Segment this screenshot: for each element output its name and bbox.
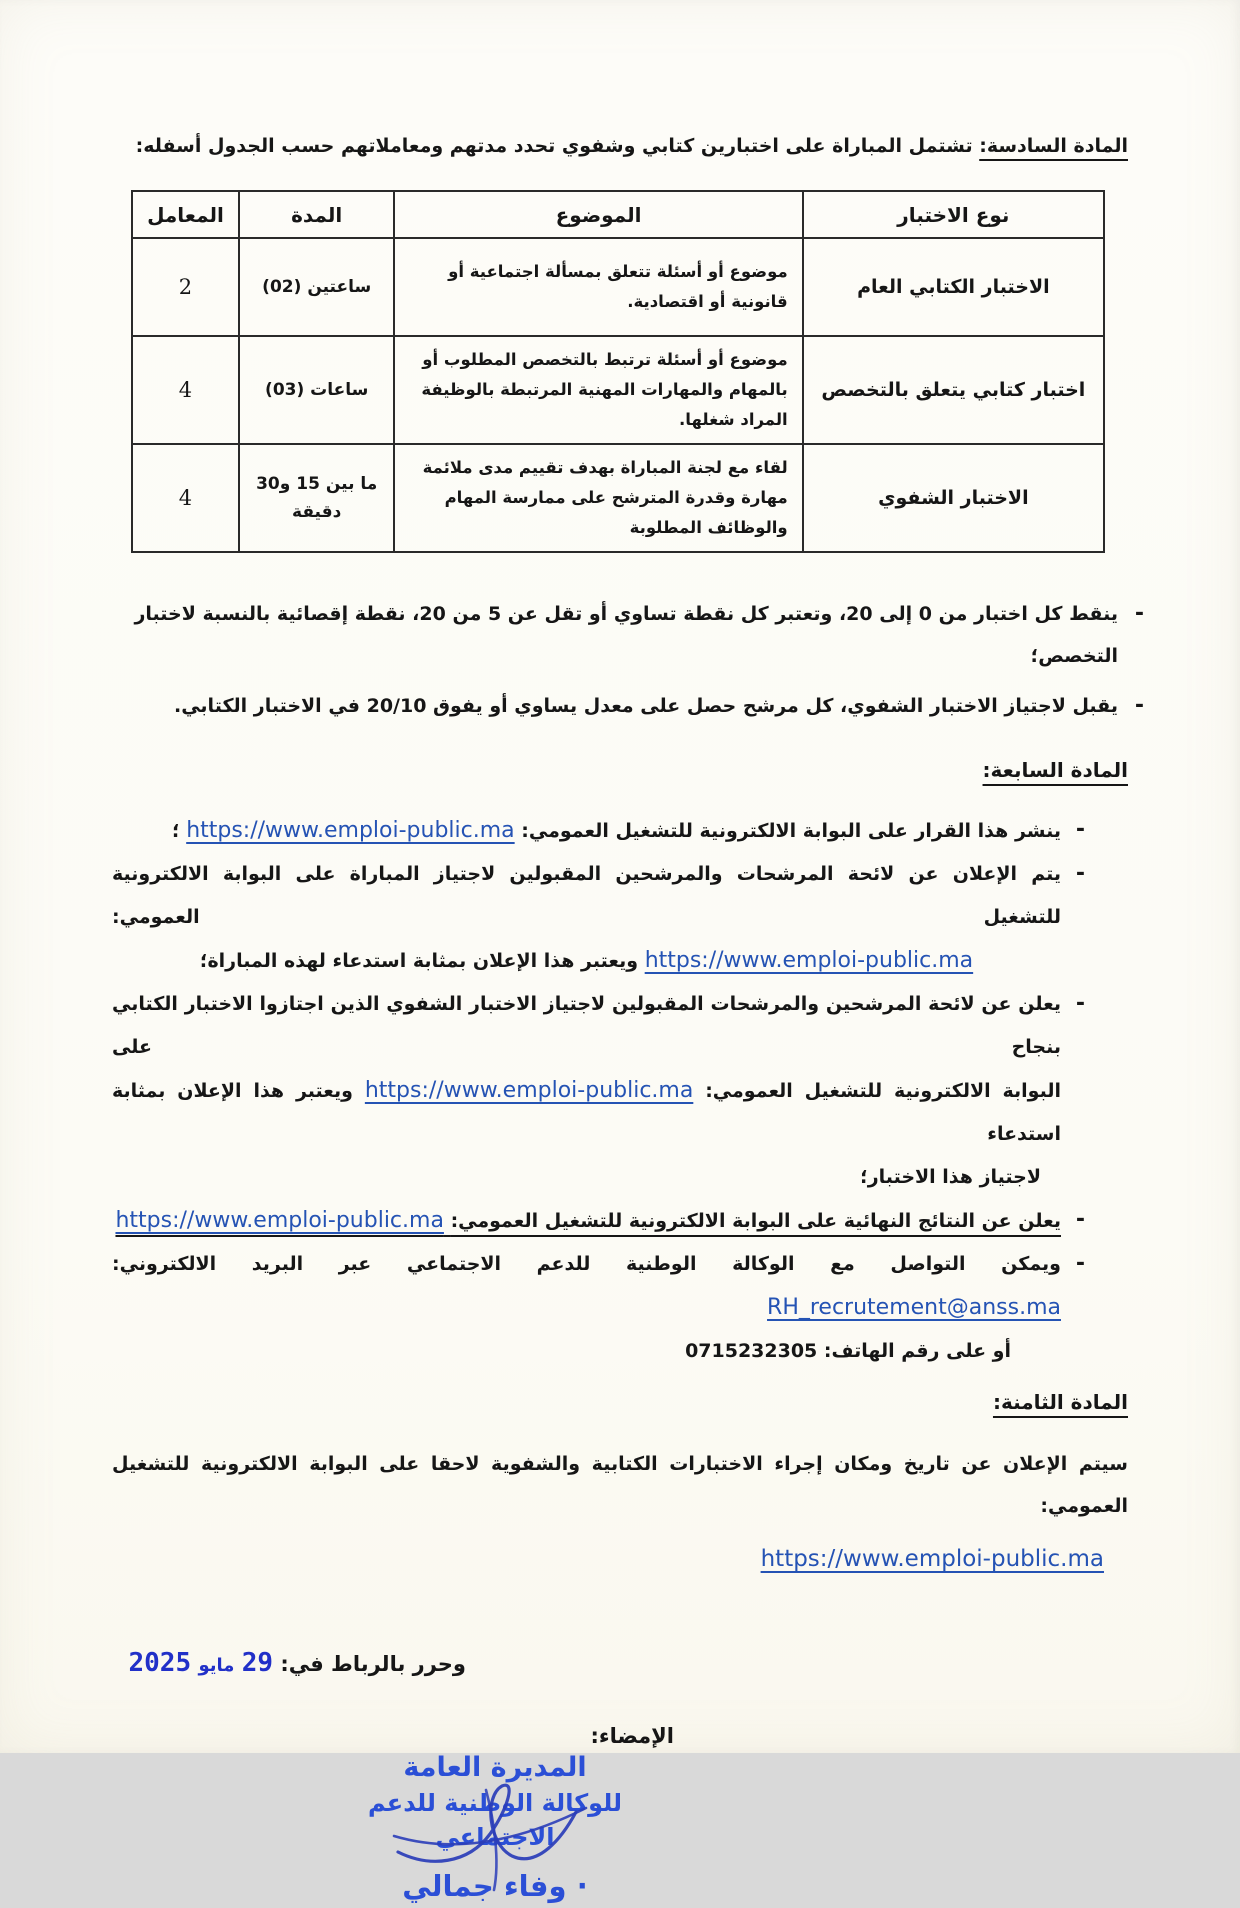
signature-title-line1: المديرة العامة [403,1752,587,1783]
article6-title: المادة السادسة: [979,135,1128,157]
bullet-item [112,1243,1085,1373]
article6-notes [112,593,1144,727]
cell-coefficient: 4 [132,444,239,552]
article8-title: المادة الثامنة: [992,1390,1128,1414]
bullet-text-pre: يعلن عن النتائج النهائية على البوابة الالكترونية للتشغيل العمومي: [450,1210,1061,1232]
portal-link[interactable]: https://www.emploi-public.ma [186,818,515,843]
dash-bullet-icon: - [1075,817,1085,842]
table-row [132,238,1104,336]
date-month: مايو [198,1655,235,1676]
note-text: ينقط كل اختبار من 0 إلى 20، وتعتبر كل نقطة تساوي أو تقل عن 5 من 20، نقطة إقصائية بالنسبة لاختبار التخصص؛ [134,603,1118,667]
bullet-item [112,983,1085,1199]
portal-link[interactable]: https://www.emploi-public.ma [760,1546,1104,1572]
bullet-item [112,809,1085,853]
email-link[interactable]: RH_recrutement@anss.ma [767,1295,1061,1320]
dash-bullet-icon: - [1075,1207,1085,1232]
signature-block [330,1750,660,1908]
cell-exam-type: اختبار كتابي يتعلق بالتخصص [803,336,1104,444]
document-content [112,0,1144,1908]
bullet-text [112,809,1061,853]
dash-bullet-icon: - [1134,693,1144,718]
cell-duration: ساعتين (02) [239,238,395,336]
issued-at-label: وحرر بالرباط في: [280,1652,466,1676]
bullet-text-pre: البوابة الالكترونية للتشغيل العمومي: [705,1080,1061,1102]
cell-subject: موضوع أو أسئلة تتعلق بمسألة اجتماعية أو قانونية أو اقتصادية. [394,238,802,336]
signature-title-line2: للوكالة الوطنية للدعم الاجتماعي [367,1789,623,1851]
article7-bullets [112,809,1128,1373]
bullet-text-post: ؛ [171,820,180,842]
article6-intro [112,126,1128,166]
portal-link[interactable]: https://www.emploi-public.ma [364,1078,694,1103]
bullet-line [112,939,1061,983]
signature-name: · وفاء جمالي [402,1869,588,1903]
cell-coefficient: 4 [132,336,239,444]
dash-bullet-icon: - [1075,861,1085,886]
bullet-line [112,1330,1061,1373]
cell-exam-type: الاختبار الشفوي [803,444,1104,552]
exam-table-wrapper [131,190,1105,553]
table-row [132,444,1104,552]
note-item [112,685,1144,727]
bullet-text-post: ويعتبر هذا الإعلان بمثابة استدعاء لهذه المباراة؛ [199,950,639,972]
article8-body: سيتم الإعلان عن تاريخ ومكان إجراء الاختبارات الكتابية والشفوية لاحقا على البوابة الالكترونية للتشغيل العمومي: [112,1453,1128,1517]
dash-bullet-icon: - [1075,991,1085,1016]
closing-line [112,1641,1128,1688]
phone-label: أو على رقم الهاتف: [823,1340,1011,1362]
bullet-line [112,1243,1061,1330]
signature-dot: · [576,1869,588,1903]
phone-number: 0715232305 [685,1340,818,1362]
bullet-text-pre: ويمكن التواصل مع الوكالة الوطنية للدعم الاجتماعي عبر البريد الالكتروني: [112,1253,1061,1275]
bullet-item [112,1199,1085,1243]
signature-label: الإمضاء: [590,1724,674,1748]
article8-url-line [112,1541,1128,1579]
table-header-row [132,191,1104,238]
header-duration: المدة [239,191,395,238]
table-row [132,336,1104,444]
dash-bullet-icon: - [1075,1251,1085,1276]
bullet-text [112,1199,1061,1243]
exam-table [131,190,1105,553]
portal-link[interactable]: https://www.emploi-public.ma [644,948,974,973]
bullet-line: يعلن عن لائحة المرشحين والمرشحات المقبولين لاجتياز الاختبار الشفوي الذين اجتازوا الاختبار الكتابي بنجاح على [112,993,1061,1058]
bullet-line: لاجتياز هذا الاختبار؛ [860,1166,1041,1188]
note-text: يقبل لاجتياز الاختبار الشفوي، كل مرشح حصل على معدل يساوي أو يفوق 20/10 في الاختبار الكتابي. [173,695,1118,717]
bullet-line [112,1069,1061,1156]
bullet-line: يتم الإعلان عن لائحة المرشحات والمرشحين المقبولين لاجتياز المباراة على البوابة الالكترونية للتشغيل العمومي: [112,863,1061,928]
bullet-item [112,853,1085,983]
cell-duration: ما بين 15 و30 دقيقة [239,444,395,552]
cell-coefficient: 2 [132,238,239,336]
portal-link[interactable]: https://www.emploi-public.ma [115,1208,444,1233]
date-stamp [128,1648,274,1678]
cell-duration: ساعات (03) [239,336,395,444]
bullet-text [112,853,1061,983]
note-item [112,593,1144,677]
cell-exam-type: الاختبار الكتابي العام [803,238,1104,336]
article6-intro-text: تشتمل المباراة على اختبارين كتابي وشفوي تحدد مدتهم ومعاملاتهم حسب الجدول أسفله: [135,135,973,157]
bullet-text [112,983,1061,1199]
cell-subject: لقاء مع لجنة المباراة بهدف تقييم مدى ملائمة مهارة وقدرة المترشح على ممارسة المهام والوظائف المطلوبة [394,444,802,552]
date-year: 2025 [128,1648,192,1678]
header-exam-type: نوع الاختبار [803,191,1104,238]
bullet-text-pre: ينشر هذا القرار على البوابة الالكترونية للتشغيل العمومي: [521,820,1061,842]
dash-bullet-icon: - [1134,601,1144,626]
bullet-text-post: ويعتبر هذا الإعلان بمثابة استدعاء [112,1080,1061,1145]
date-day: 29 [241,1648,274,1678]
article7-title: المادة السابعة: [982,758,1128,782]
bullet-text [112,1243,1061,1373]
cell-subject: موضوع أو أسئلة ترتبط بالتخصص المطلوب أو بالمهام والمهارات المهنية المرتبطة بالوظيفة المراد شغلها. [394,336,802,444]
header-subject: الموضوع [394,191,802,238]
header-coefficient: المعامل [132,191,239,238]
